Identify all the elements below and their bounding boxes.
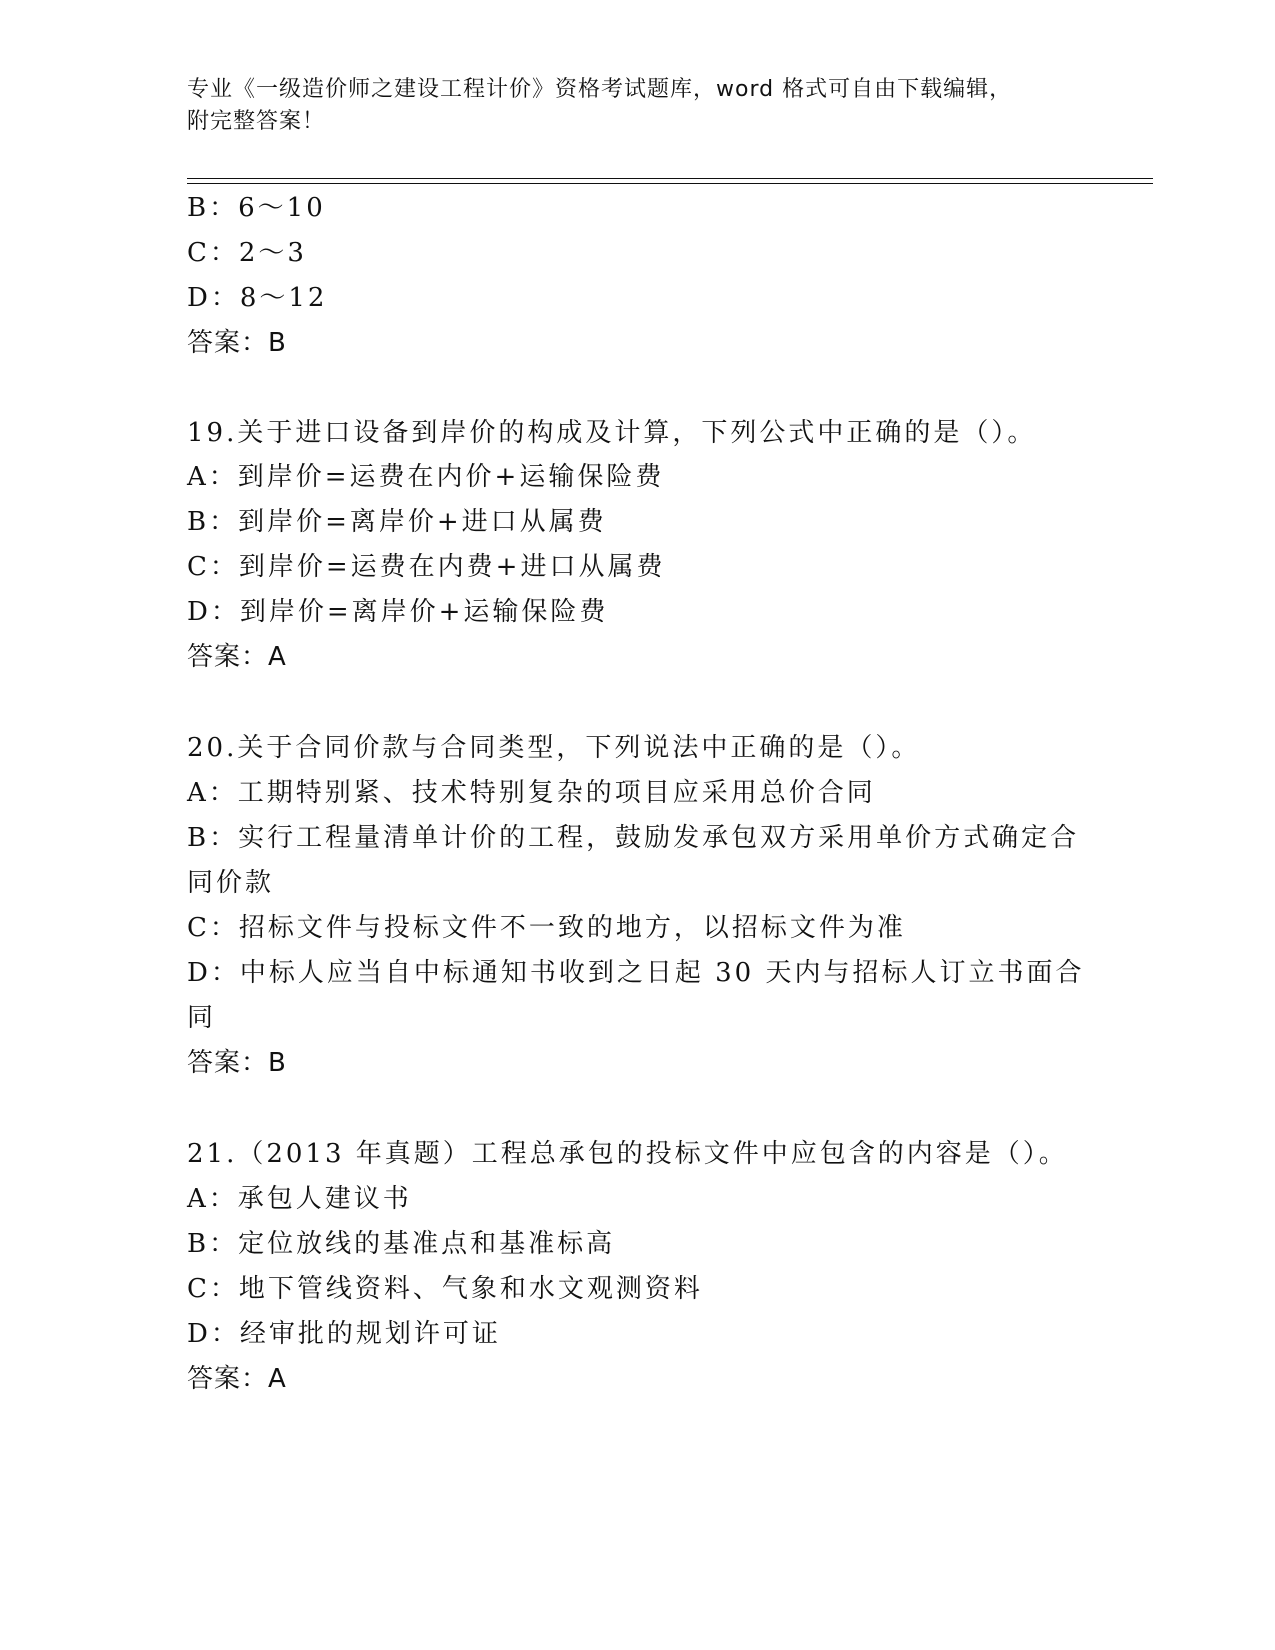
q19-question: 19.关于进口设备到岸价的构成及计算，下列公式中正确的是（）。: [187, 418, 1037, 448]
q21-option-b: B：定位放线的基准点和基准标高: [187, 1229, 616, 1259]
q20-option-d-continued: 同: [187, 1003, 217, 1033]
q21-question: 21.（2013 年真题）工程总承包的投标文件中应包含的内容是（）。: [187, 1139, 1068, 1169]
q19-answer: 答案：A: [187, 642, 287, 672]
document-header: [187, 74, 1067, 138]
q20-option-a: A：工期特别紧、技术特别复杂的项目应采用总价合同: [187, 778, 876, 808]
q20-option-d: D：中标人应当自中标通知书收到之日起 30 天内与招标人订立书面合: [187, 958, 1085, 988]
q18-option-d: D：8～12: [187, 283, 328, 313]
q21-option-c: C：地下管线资料、气象和水文观测资料: [187, 1274, 703, 1304]
q20-option-b-continued: 同价款: [187, 868, 275, 898]
q19-option-c: C：到岸价=运费在内费+进口从属费: [187, 552, 666, 582]
q20-option-b: B：实行工程量清单计价的工程，鼓励发承包双方采用单价方式确定合: [187, 823, 1080, 853]
q20-question: 20.关于合同价款与合同类型，下列说法中正确的是（）。: [187, 733, 921, 763]
q19-option-a: A：到岸价=运费在内价+运输保险费: [187, 462, 665, 492]
q19-option-d: D：到岸价=离岸价+运输保险费: [187, 597, 609, 627]
header-divider-top: [187, 178, 1153, 179]
q21-answer: 答案：A: [187, 1364, 287, 1394]
q21-option-a: A：承包人建议书: [187, 1184, 412, 1214]
q21-option-d: D：经审批的规划许可证: [187, 1319, 501, 1349]
q20-option-c: C：招标文件与投标文件不一致的地方，以招标文件为准: [187, 913, 906, 943]
q18-answer: 答案：B: [187, 328, 287, 358]
q20-answer: 答案：B: [187, 1048, 287, 1078]
q18-option-c: C：2～3: [187, 238, 307, 268]
header-line-2: 附完整答案！: [187, 109, 326, 134]
header-line-1: 专业《一级造价师之建设工程计价》资格考试题库，word 格式可自由下载编辑，: [187, 77, 1013, 102]
q19-option-b: B：到岸价=离岸价+进口从属费: [187, 507, 607, 537]
q18-option-b: B：6～10: [187, 193, 326, 223]
header-divider-bottom: [187, 183, 1153, 184]
